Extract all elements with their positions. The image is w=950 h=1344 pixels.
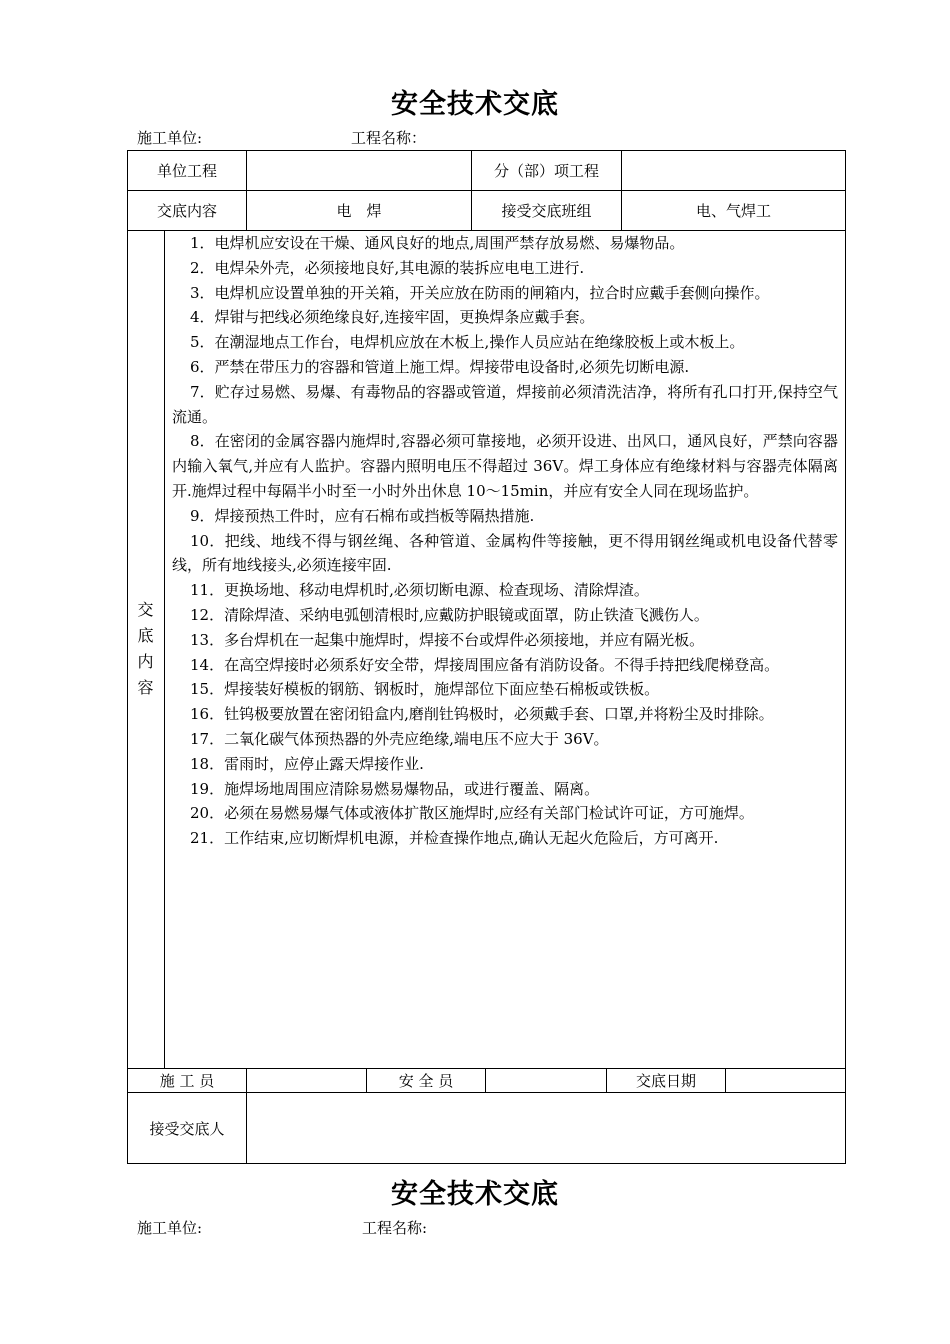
briefing-content-label: 交底内容 [156,202,217,220]
briefing-date-value[interactable] [726,1069,845,1092]
side-label-char: 底 [137,626,154,645]
receiver-label: 接受交底人 [149,1119,225,1138]
project-name-label-2: 工程名称: [362,1219,428,1237]
page-title: 安全技术交底 [391,89,559,120]
side-label-char: 容 [137,678,154,697]
unit-project-label: 单位工程 [156,162,217,180]
list-item: 4．焊钳与把线必须绝缘良好,连接牢固，更换焊条应戴手套。 [190,308,595,327]
safety-briefing-form [127,150,846,1164]
list-item: 9．焊接预热工件时，应有石棉布或挡板等隔热措施. [190,506,535,525]
list-item: 20．必须在易燃易爆气体或液体扩散区施焊时,应经有关部门检试许可证，方可施焊。 [190,804,754,823]
list-item: 7．贮存过易燃、易爆、有毒物品的容器或管道，焊接前必须清洗洁净，将所有孔口打开,保持空气流通。 [172,382,838,426]
form-border-right [845,150,846,1164]
list-item: 1．电焊机应安设在干燥、通风良好的地点,周围严禁存放易燃、易爆物品。 [190,234,685,252]
receiving-team-value[interactable]: 电、气焊工 [695,202,771,220]
safety-officer-value[interactable] [486,1069,606,1092]
list-item: 2．电焊朵外壳，必须接地良好,其电源的装拆应电电工进行. [190,258,585,277]
list-item: 17．二氧化碳气体预热器的外壳应绝缘,端电压不应大于 36V。 [190,729,609,748]
briefing-date-label: 交底日期 [635,1072,696,1090]
list-item: 3．电焊机应设置单独的开关箱，开关应放在防雨的闸箱内，拉合时应戴手套侧向操作。 [190,283,770,302]
list-item: 15．焊接装好模板的钢筋、钢板时，施焊部位下面应垫石棉板或铁板。 [190,680,660,699]
form-border-bottom [127,1163,846,1164]
sub-project-value[interactable] [622,151,845,190]
sub-project-label: 分（部）项工程 [493,162,599,180]
list-item: 12．清除焊渣、采纳电弧刨清根时,应戴防护眼镜或面罩，防止铁渣飞溅伤人。 [190,605,709,624]
list-item: 14．在高空焊接时必须系好安全带，焊接周围应备有消防设备。不得手持把线爬梯登高。 [190,655,780,674]
list-item: 6．严禁在带压力的容器和管道上施工焊。焊接带电设备时,必须先切断电源. [190,357,690,376]
unit-project-value[interactable] [247,151,471,190]
list-item: 21．工作结束,应切断焊机电源，并检查操作地点,确认无起火危险后，方可离开. [190,829,719,848]
construction-worker-label: 施 工 员 [159,1072,215,1090]
project-name-label: 工程名称： [351,129,427,147]
page-title-2: 安全技术交底 [391,1179,559,1210]
column-divider [164,230,165,1068]
safety-officer-label: 安 全 员 [398,1072,454,1090]
list-item: 10．把线、地线不得与钢丝绳、各种管道、金属构件等接触，更不得用钢丝绳或机电设备代替零线，所有地线接头,必须连接牢固. [172,531,838,575]
list-item: 18．雷雨时，应停止露天焊接作业. [190,754,424,773]
construction-unit-label: 施工单位: [137,129,203,147]
list-item: 16．钍钨极要放置在密闭铅盒内,磨削钍钨极时，必须戴手套、口罩,并将粉尘及时排除。 [190,705,774,724]
receiver-value[interactable] [247,1093,845,1163]
list-item: 19．施焊场地周围应清除易燃易爆物品，或进行覆盖、隔离。 [190,779,600,798]
list-item: 5．在潮湿地点工作台，电焊机应放在木板上,操作人员应站在绝缘胶板上或木板上。 [190,333,745,352]
list-item: 8．在密闭的金属容器内施焊时,容器必须可靠接地，必须开设进、出风口，通风良好，严禁向容器内输入氧气,并应有人监护。容器内照明电压不得超过 36V。焊工身体应有绝缘材料与容器壳体隔离开.施焊过程中每隔半小时至一小时外出休息 10～15min，并应有安全人同在现场监护。 [172,432,838,500]
side-label-char: 内 [137,652,154,671]
list-item: 13．多台焊机在一起集中施焊时，焊接不台或焊件必须接地，并应有隔光板。 [190,630,705,649]
receiving-team-label: 接受交底班组 [501,202,592,220]
briefing-items-list [172,231,838,851]
side-label-char: 交 [137,600,154,619]
construction-unit-label-2: 施工单位: [137,1219,203,1237]
briefing-content-value[interactable]: 电 焊 [336,202,382,220]
briefing-content-side-label [127,230,164,1068]
construction-worker-value[interactable] [247,1069,366,1092]
list-item: 11．更换场地、移动电焊机时,必须切断电源、检查现场、清除焊渣。 [190,581,649,600]
